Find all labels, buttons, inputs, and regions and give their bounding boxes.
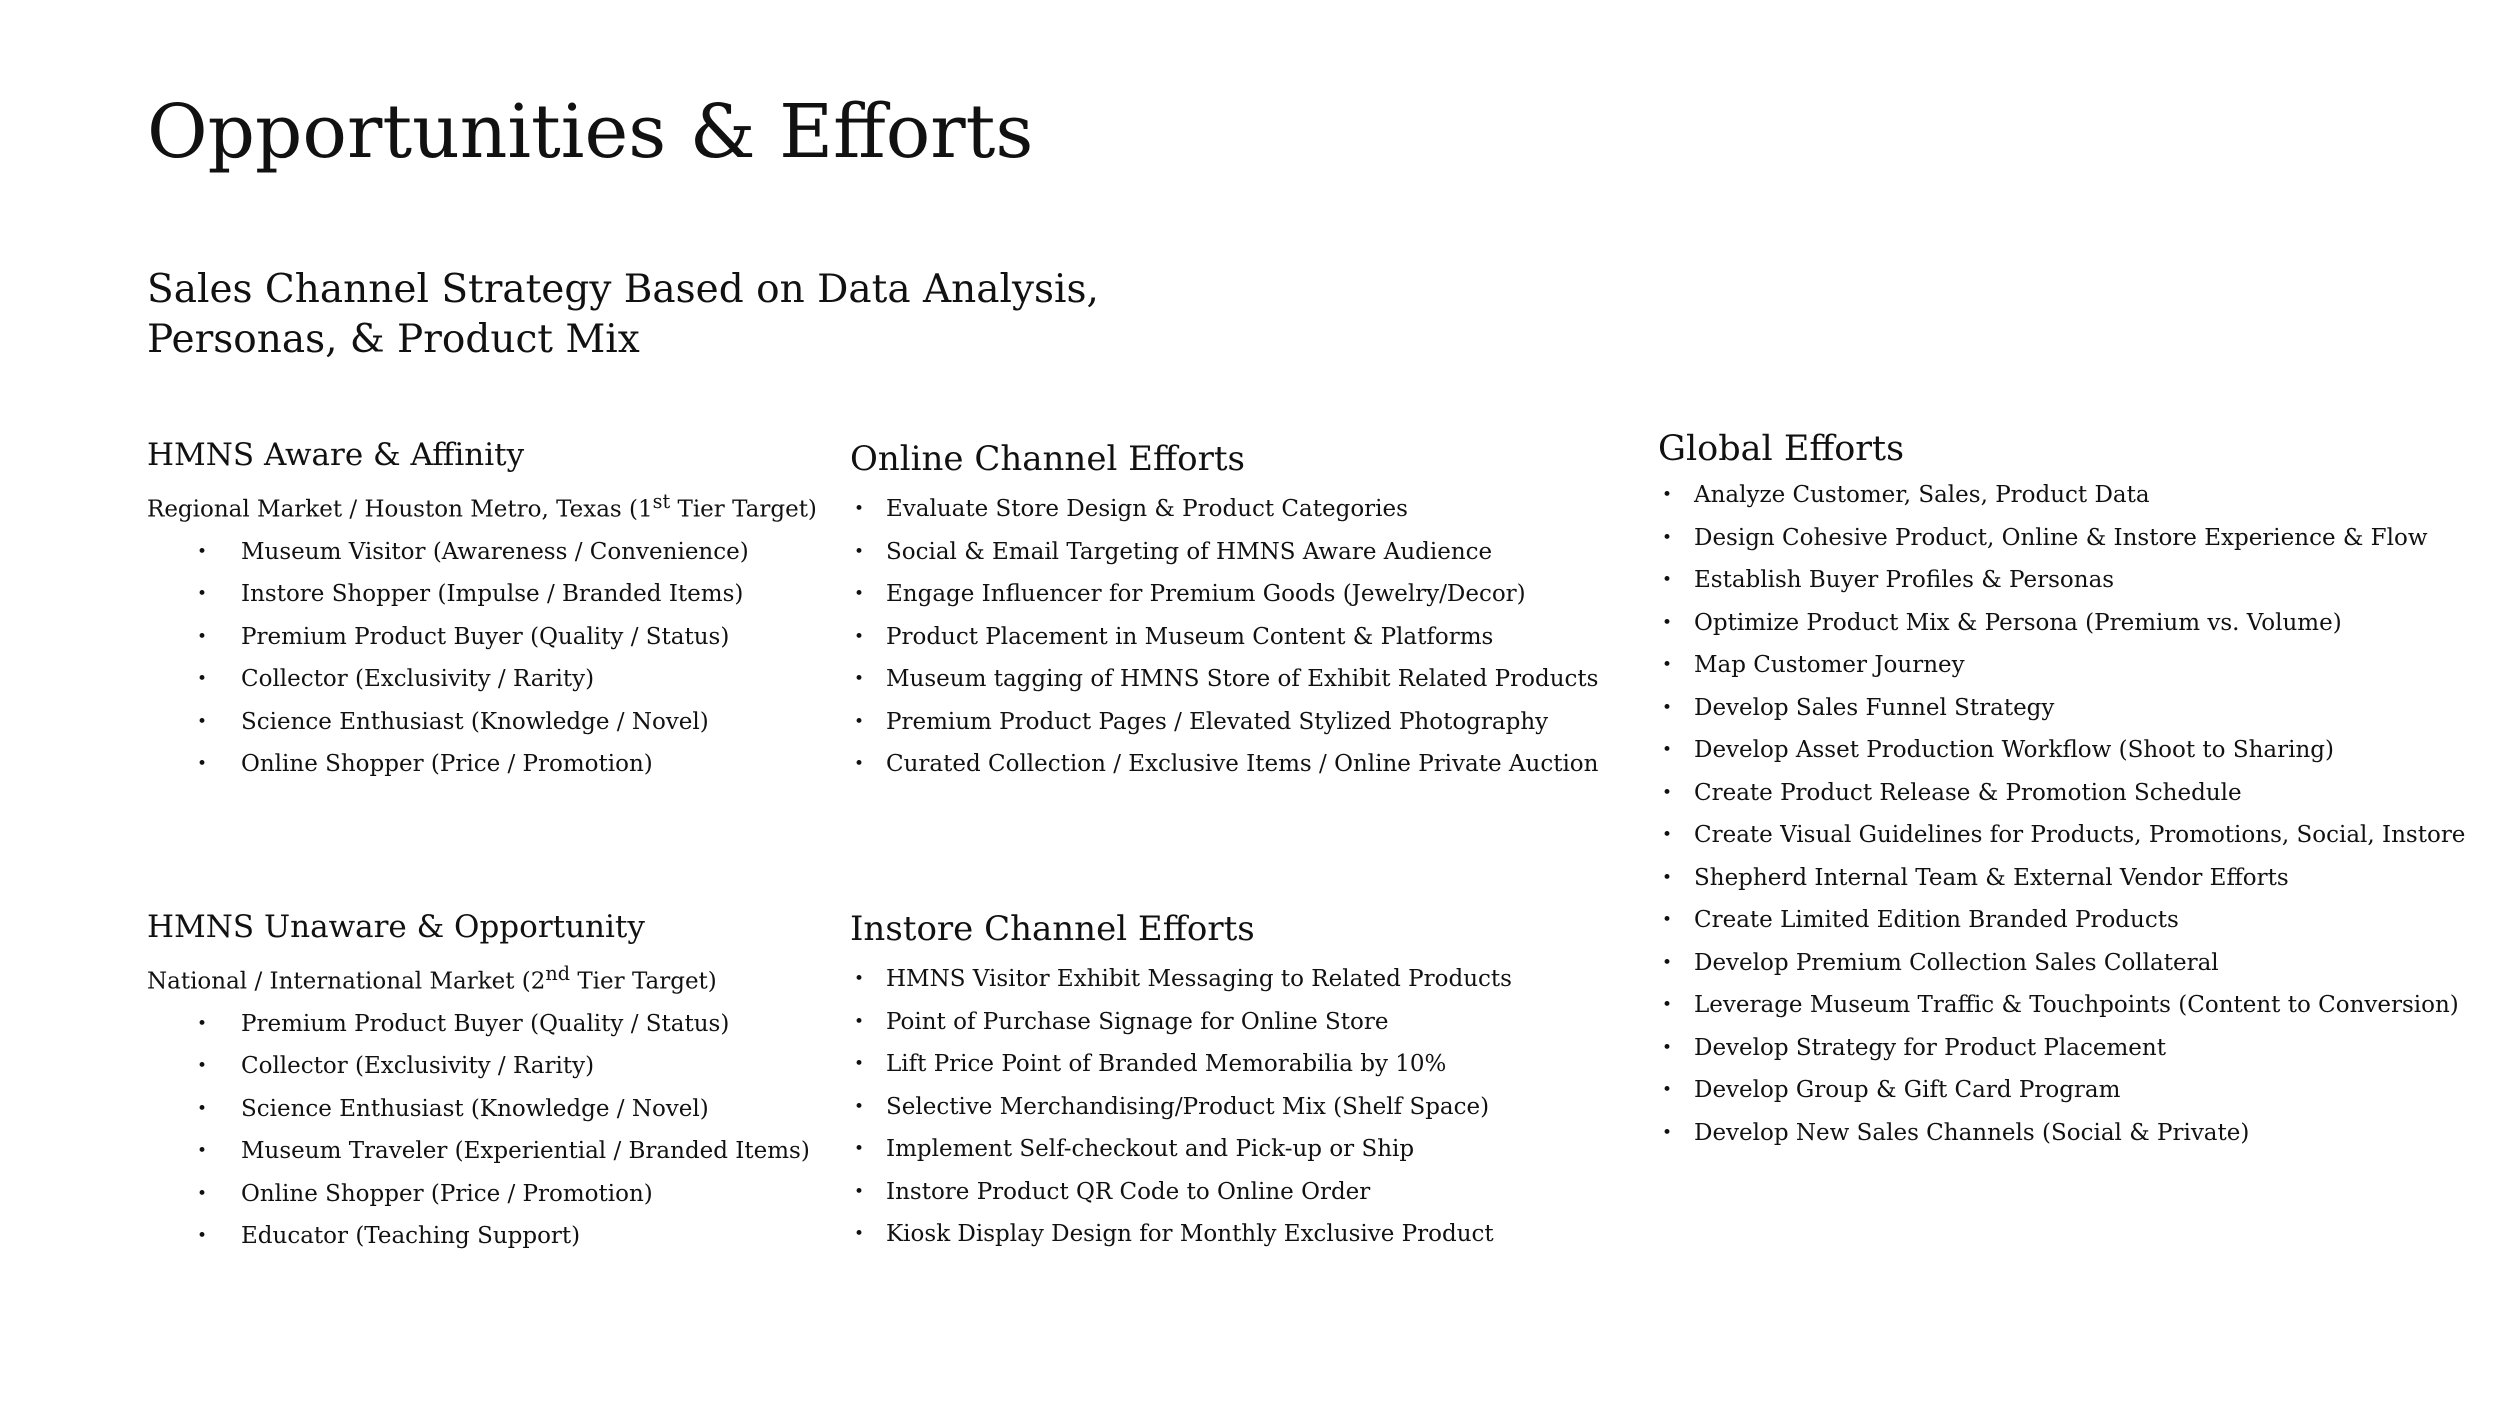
effort-item: [850, 616, 1598, 659]
effort-label: Develop Sales Funnel Strategy: [1694, 694, 2055, 721]
effort-item: [1658, 1112, 2465, 1155]
effort-label: Establish Buyer Profiles & Personas: [1694, 567, 2115, 593]
bullet-icon: •: [854, 584, 865, 604]
bullet-icon: •: [854, 754, 865, 774]
persona-label: Science Enthusiast (Knowledge / Novel): [241, 1095, 709, 1122]
effort-label: Engage Influencer for Premium Goods (Jewelry/Decor): [886, 581, 1526, 607]
subtitle-line: Personas, & Product Mix: [147, 317, 640, 362]
bullet-icon: •: [1662, 952, 1673, 973]
bullet-icon: •: [854, 1224, 865, 1244]
bullet-icon: •: [854, 1054, 865, 1074]
segment-market-text: National / International Market (2: [147, 968, 546, 995]
bullet-icon: •: [1662, 782, 1673, 803]
bullet-icon: •: [1662, 1080, 1673, 1100]
bullet-icon: •: [1662, 527, 1673, 548]
effort-item: [1658, 1027, 2465, 1070]
persona-item: [147, 1173, 810, 1216]
effort-label: Develop Group & Gift Card Program: [1694, 1077, 2121, 1103]
bullet-icon: •: [197, 1226, 208, 1247]
global-efforts: [1658, 426, 2465, 1154]
effort-item: [1658, 644, 2465, 687]
effort-label: Map Customer Journey: [1694, 652, 1965, 678]
bullet-icon: •: [854, 1096, 865, 1117]
effort-item: [1658, 772, 2465, 815]
effort-item: [850, 658, 1598, 701]
section-heading: Online Channel Efforts: [850, 439, 1245, 479]
bullet-icon: •: [1662, 655, 1673, 675]
effort-label: Lift Price Point of Branded Memorabilia by 10%: [886, 1051, 1447, 1077]
effort-label: Analyze Customer, Sales, Product Data: [1694, 482, 2150, 508]
segment-market: [147, 953, 810, 1003]
effort-label: Develop Premium Collection Sales Collateral: [1694, 949, 2219, 976]
bullet-icon: •: [854, 1181, 865, 1202]
persona-label: Museum Traveler (Experiential / Branded Items): [241, 1138, 810, 1165]
section-heading: Instore Channel Efforts: [850, 909, 1255, 949]
effort-item: [1658, 687, 2465, 730]
effort-label: HMNS Visitor Exhibit Messaging to Related Products: [886, 966, 1512, 992]
persona-item: [147, 616, 817, 659]
effort-label: Implement Self-checkout and Pick-up or Ship: [886, 1136, 1415, 1162]
effort-item: [1658, 559, 2465, 602]
effort-label: Create Visual Guidelines for Products, Promotions, Social, Instore: [1694, 822, 2466, 848]
bullet-icon: •: [854, 1139, 865, 1159]
persona-label: Online Shopper (Price / Promotion): [241, 751, 653, 778]
bullet-icon: •: [197, 711, 208, 732]
effort-list: [1658, 474, 2465, 1154]
persona-label: Science Enthusiast (Knowledge / Novel): [241, 708, 709, 735]
persona-list: [147, 531, 817, 786]
persona-item: [147, 1215, 810, 1258]
effort-item: [850, 701, 1598, 744]
bullet-icon: •: [1662, 910, 1673, 930]
effort-item: [1658, 729, 2465, 772]
effort-item: [1658, 942, 2465, 985]
bullet-icon: •: [854, 541, 865, 562]
effort-label: Instore Product QR Code to Online Order: [886, 1178, 1371, 1205]
persona-label: Instore Shopper (Impulse / Branded Items): [241, 581, 744, 608]
persona-list: [147, 1003, 810, 1258]
bullet-icon: •: [1662, 570, 1673, 590]
bullet-icon: •: [1662, 1122, 1673, 1143]
effort-item: [850, 958, 1512, 1001]
effort-label: Premium Product Pages / Elevated Stylized Photography: [886, 708, 1549, 735]
effort-item: [1658, 602, 2465, 645]
effort-item: [850, 531, 1598, 574]
slide-subtitle: [147, 265, 1099, 365]
segment-market-ordinal: st: [652, 490, 671, 513]
persona-item: [147, 658, 817, 701]
effort-item: [850, 1213, 1512, 1256]
bullet-icon: •: [1662, 697, 1673, 718]
segment-market: [147, 481, 817, 531]
persona-label: Premium Product Buyer (Quality / Status): [241, 623, 730, 650]
subtitle-line: Sales Channel Strategy Based on Data Analysis,: [147, 267, 1099, 312]
effort-item: [1658, 899, 2465, 942]
bullet-icon: •: [197, 669, 208, 690]
effort-item: [1658, 517, 2465, 560]
effort-item: [1658, 474, 2465, 517]
bullet-icon: •: [854, 499, 865, 519]
bullet-icon: •: [197, 626, 208, 647]
section-heading: Global Efforts: [1658, 429, 1905, 469]
persona-label: Educator (Teaching Support): [241, 1223, 581, 1250]
persona-label: Premium Product Buyer (Quality / Status): [241, 1010, 730, 1037]
effort-item: [1658, 984, 2465, 1027]
bullet-icon: •: [1662, 740, 1673, 760]
segment-heading: HMNS Aware & Affinity: [147, 437, 525, 473]
effort-item: [1658, 1069, 2465, 1112]
persona-item: [147, 743, 817, 786]
bullet-icon: •: [197, 1098, 208, 1119]
effort-label: Museum tagging of HMNS Store of Exhibit Related Products: [886, 666, 1599, 692]
segment-unaware-opportunity: [147, 905, 810, 1258]
bullet-icon: •: [854, 1011, 865, 1032]
bullet-icon: •: [854, 969, 865, 989]
effort-label: Curated Collection / Exclusive Items / Online Private Auction: [886, 751, 1599, 777]
effort-label: Create Limited Edition Branded Products: [1694, 907, 2179, 933]
persona-item: [147, 1130, 810, 1173]
bullet-icon: •: [854, 669, 865, 689]
segment-market-text: Tier Target): [670, 496, 817, 523]
persona-label: Online Shopper (Price / Promotion): [241, 1180, 653, 1207]
persona-item: [147, 1003, 810, 1046]
persona-label: Collector (Exclusivity / Rarity): [241, 1053, 595, 1080]
effort-label: Product Placement in Museum Content & Platforms: [886, 623, 1494, 650]
bullet-icon: •: [1662, 995, 1673, 1015]
bullet-icon: •: [1662, 485, 1673, 505]
online-channel-efforts: [850, 436, 1598, 786]
segment-market-ordinal: nd: [545, 962, 571, 985]
persona-label: Museum Visitor (Awareness / Convenience): [241, 538, 749, 565]
segment-heading: HMNS Unaware & Opportunity: [147, 909, 645, 945]
effort-label: Evaluate Store Design & Product Categories: [886, 496, 1408, 522]
bullet-icon: •: [1662, 867, 1673, 888]
effort-item: [850, 743, 1598, 786]
effort-item: [850, 1043, 1512, 1086]
bullet-icon: •: [197, 754, 208, 775]
effort-item: [1658, 857, 2465, 900]
bullet-icon: •: [1662, 1037, 1673, 1058]
effort-list: [850, 488, 1598, 786]
persona-item: [147, 701, 817, 744]
effort-item: [850, 573, 1598, 616]
bullet-icon: •: [197, 1056, 208, 1077]
persona-item: [147, 1045, 810, 1088]
bullet-icon: •: [197, 1013, 208, 1034]
effort-item: [850, 1171, 1512, 1214]
effort-label: Develop New Sales Channels (Social & Private): [1694, 1119, 2250, 1146]
effort-list: [850, 958, 1512, 1256]
effort-label: Selective Merchandising/Product Mix (Shelf Space): [886, 1093, 1490, 1120]
effort-label: Kiosk Display Design for Monthly Exclusive Product: [886, 1221, 1494, 1247]
effort-label: Shepherd Internal Team & External Vendor Efforts: [1694, 864, 2289, 891]
segment-market-text: Regional Market / Houston Metro, Texas (1: [147, 496, 653, 523]
effort-item: [850, 488, 1598, 531]
effort-label: Develop Strategy for Product Placement: [1694, 1034, 2166, 1061]
bullet-icon: •: [197, 1183, 208, 1204]
effort-item: [850, 1086, 1512, 1129]
slide-title: Opportunities & Efforts: [147, 89, 1034, 175]
bullet-icon: •: [197, 1141, 208, 1162]
segment-market-text: Tier Target): [570, 968, 717, 995]
effort-item: [850, 1001, 1512, 1044]
bullet-icon: •: [1662, 825, 1673, 845]
effort-label: Optimize Product Mix & Persona (Premium vs. Volume): [1694, 609, 2342, 636]
effort-label: Develop Asset Production Workflow (Shoot to Sharing): [1694, 737, 2334, 763]
persona-item: [147, 1088, 810, 1131]
effort-label: Leverage Museum Traffic & Touchpoints (Content to Conversion): [1694, 992, 2459, 1018]
effort-item: [1658, 814, 2465, 857]
persona-item: [147, 531, 817, 574]
effort-label: Design Cohesive Product, Online & Instore Experience & Flow: [1694, 524, 2428, 551]
bullet-icon: •: [197, 584, 208, 605]
persona-label: Collector (Exclusivity / Rarity): [241, 666, 595, 693]
bullet-icon: •: [1662, 612, 1673, 633]
instore-channel-efforts: [850, 906, 1512, 1256]
bullet-icon: •: [854, 626, 865, 647]
effort-item: [850, 1128, 1512, 1171]
effort-label: Social & Email Targeting of HMNS Aware Audience: [886, 538, 1493, 565]
effort-label: Create Product Release & Promotion Schedule: [1694, 779, 2242, 806]
segment-aware-affinity: [147, 433, 817, 786]
persona-item: [147, 573, 817, 616]
bullet-icon: •: [197, 541, 208, 562]
effort-label: Point of Purchase Signage for Online Store: [886, 1008, 1389, 1035]
bullet-icon: •: [854, 711, 865, 732]
